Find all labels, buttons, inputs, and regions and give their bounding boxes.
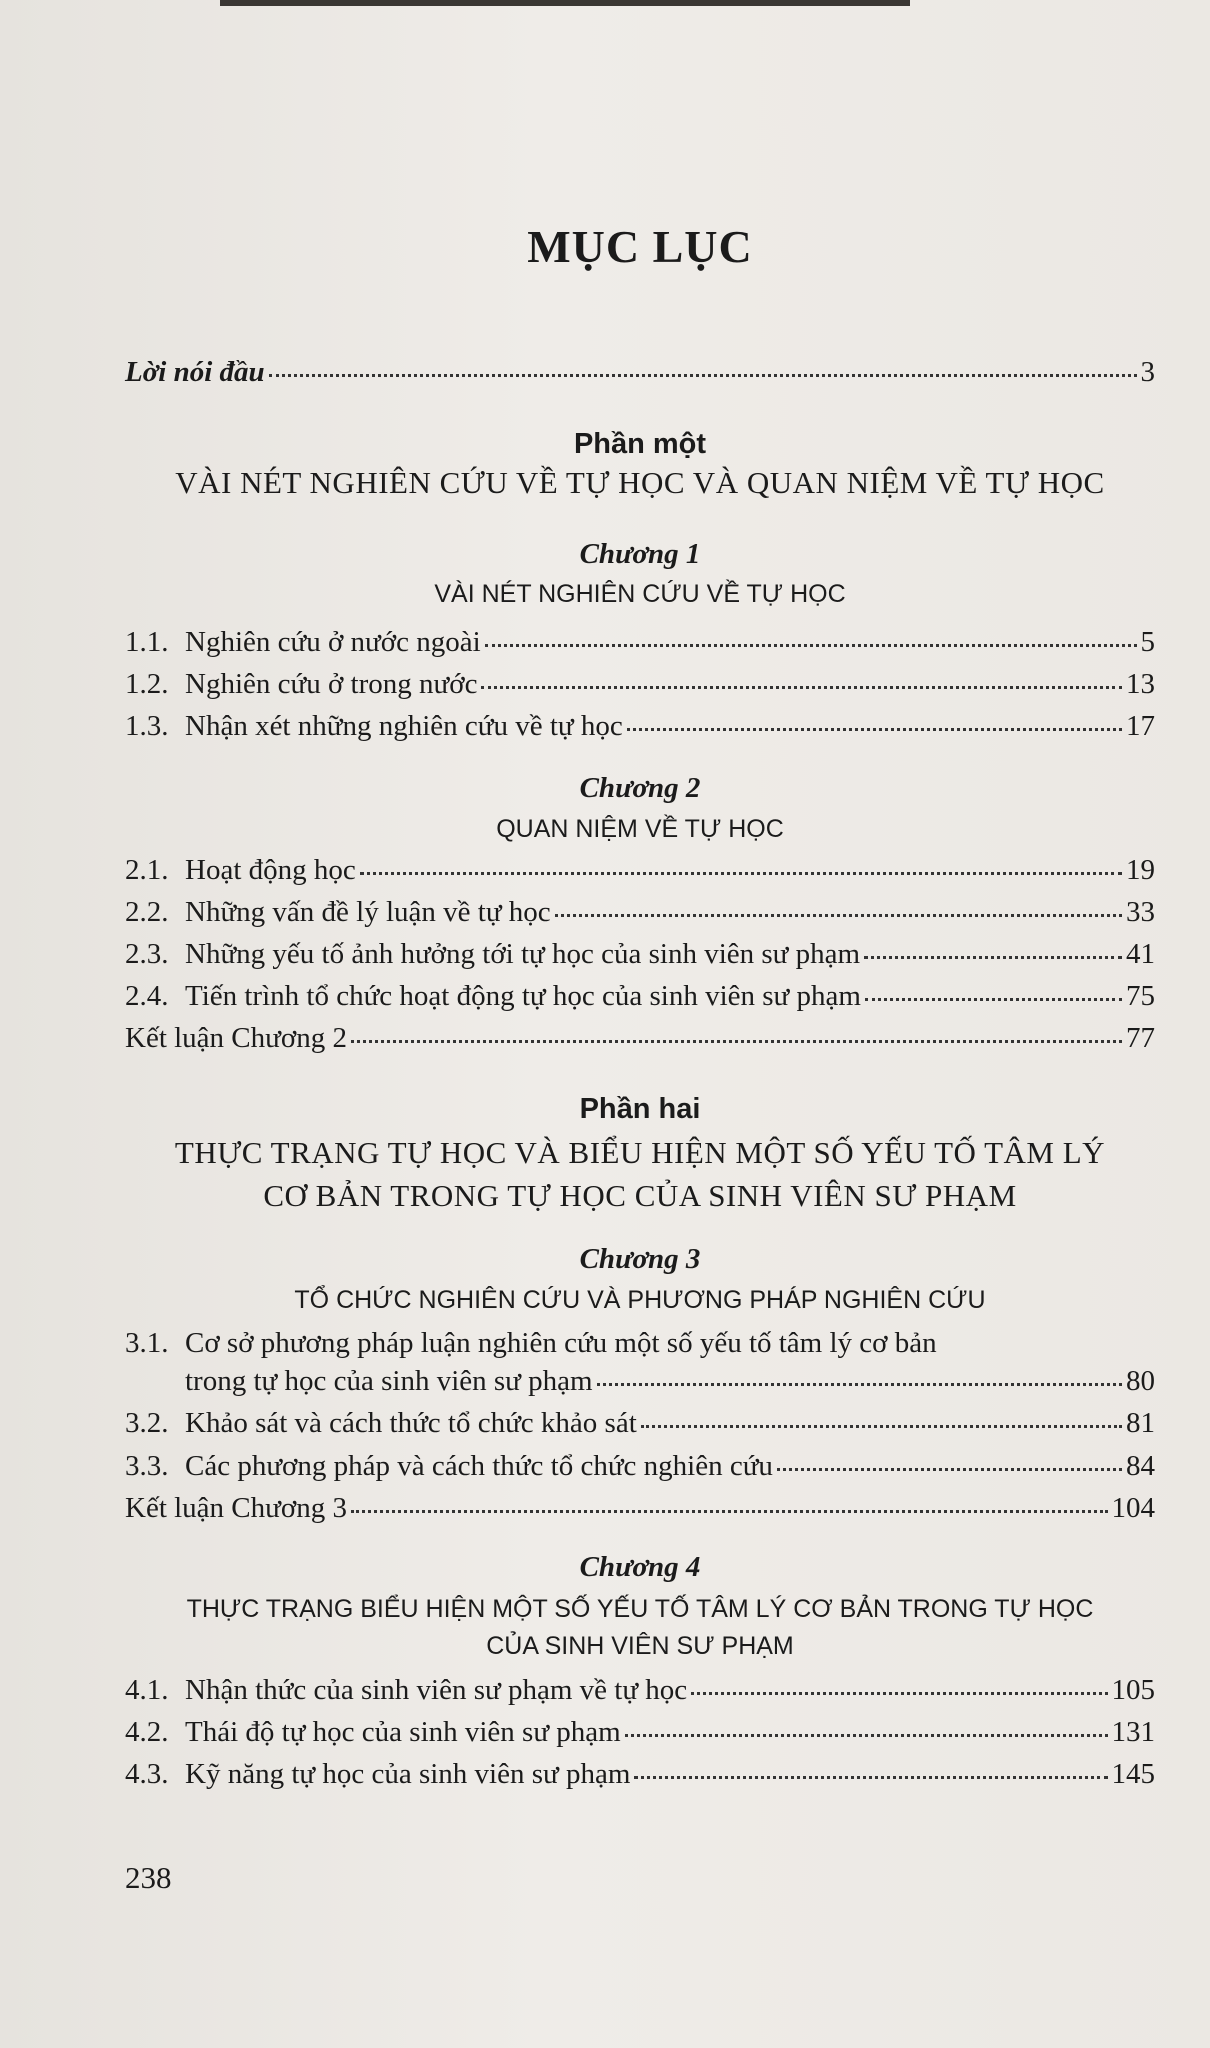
toc-entry-text: Các phương pháp và cách thức tổ chức nghiên cứu [185, 1450, 773, 1482]
leader-dots [269, 373, 1137, 377]
toc-entry-page: 5 [1140, 626, 1155, 658]
toc-entry-number: 4.3. [125, 1758, 169, 1790]
part-one-label: Phần một [573, 428, 707, 460]
toc-entry-page: 84 [1126, 1450, 1155, 1482]
toc-entry-text: Hoạt động học [185, 854, 356, 886]
toc-entry-3-1 [125, 1326, 1155, 1360]
part-two-label: Phần hai [579, 1093, 701, 1125]
toc-entry-preface [125, 355, 1155, 389]
toc-entry-3-3 [125, 1449, 1155, 1483]
leader-dots [485, 643, 1137, 647]
toc-entry-conclusion-3 [125, 1491, 1155, 1525]
chapter-2-title: QUAN NIỆM VỀ TỰ HỌC [496, 815, 784, 843]
leader-dots [351, 1509, 1108, 1513]
toc-entry-number: 2.3. [125, 938, 169, 970]
toc-entry-text: Cơ sở phương pháp luận nghiên cứu một số yếu tố tâm lý cơ bản [185, 1327, 937, 1359]
toc-entry-page: 131 [1111, 1716, 1155, 1748]
toc-entry-page: 19 [1126, 854, 1155, 886]
leader-dots [777, 1467, 1122, 1471]
toc-entry-text: trong tự học của sinh viên sư phạm [185, 1365, 593, 1397]
part-one-title: VÀI NÉT NGHIÊN CỨU VỀ TỰ HỌC VÀ QUAN NIỆM VỀ TỰ HỌC [175, 465, 1105, 500]
leader-dots [625, 1733, 1108, 1737]
toc-entry-1-2 [125, 667, 1155, 701]
toc-entry-text: Nghiên cứu ở nước ngoài [185, 626, 481, 658]
chapter-2-label: Chương 2 [579, 772, 701, 804]
toc-entry-number: 1.2. [125, 668, 169, 700]
chapter-4-label: Chương 4 [579, 1551, 701, 1583]
toc-entry-4-2 [125, 1715, 1155, 1749]
toc-entry-page: 80 [1126, 1365, 1155, 1397]
toc-entry-text: Nghiên cứu ở trong nước [185, 668, 478, 700]
toc-entry-page: 75 [1126, 980, 1155, 1012]
toc-entry-number: 1.3. [125, 710, 169, 742]
leader-dots [627, 727, 1122, 731]
toc-entry-text: Lời nói đầu [125, 356, 265, 388]
toc-entry-text: Những vấn đề lý luận về tự học [185, 896, 551, 928]
leader-dots [865, 997, 1122, 1001]
leader-dots [555, 913, 1122, 917]
toc-entry-text: Kỹ năng tự học của sinh viên sư phạm [185, 1758, 631, 1790]
toc-entry-text: Nhận thức của sinh viên sư phạm về tự học [185, 1674, 688, 1706]
toc-entry-page: 105 [1111, 1674, 1155, 1706]
leader-dots [864, 955, 1122, 959]
toc-entry-2-2 [125, 895, 1155, 929]
toc-entry-3-1-continued [185, 1364, 1155, 1398]
toc-entry-2-3 [125, 937, 1155, 971]
toc-title: MỤC LỤC [527, 221, 753, 272]
toc-entry-page: 3 [1140, 356, 1155, 388]
part-two-title-line2: CƠ BẢN TRONG TỰ HỌC CỦA SINH VIÊN SƯ PHẠM [263, 1178, 1017, 1213]
leader-dots [360, 871, 1122, 875]
leader-dots [634, 1775, 1107, 1779]
toc-entry-4-3 [125, 1757, 1155, 1791]
toc-entry-4-1 [125, 1673, 1155, 1707]
chapter-3-title: TỔ CHỨC NGHIÊN CỨU VÀ PHƯƠNG PHÁP NGHIÊN CỨU [294, 1286, 986, 1314]
toc-entry-page: 13 [1126, 668, 1155, 700]
toc-entry-text: Khảo sát và cách thức tổ chức khảo sát [185, 1407, 637, 1439]
toc-entry-number: 4.1. [125, 1674, 169, 1706]
toc-entry-text: Nhận xét những nghiên cứu về tự học [185, 710, 623, 742]
page-number: 238 [125, 1860, 172, 1895]
leader-dots [481, 685, 1122, 689]
toc-entry-text: Tiến trình tổ chức hoạt động tự học của sinh viên sư phạm [185, 980, 861, 1012]
toc-entry-text: Những yếu tố ảnh hưởng tới tự học của sinh viên sư phạm [185, 938, 861, 970]
page-top-edge [220, 0, 910, 6]
toc-entry-number: 2.4. [125, 980, 169, 1012]
toc-entry-1-1 [125, 625, 1155, 659]
toc-entry-number: 2.1. [125, 854, 169, 886]
toc-entry-number: 4.2. [125, 1716, 169, 1748]
leader-dots [597, 1383, 1122, 1386]
toc-entry-page: 33 [1126, 896, 1155, 928]
toc-entry-3-2 [125, 1406, 1155, 1440]
chapter-1-title: VÀI NÉT NGHIÊN CỨU VỀ TỰ HỌC [434, 580, 846, 608]
toc-entry-1-3 [125, 709, 1155, 743]
leader-dots [691, 1691, 1107, 1695]
toc-entry-text: Kết luận Chương 2 [125, 1022, 347, 1054]
chapter-3-label: Chương 3 [579, 1243, 701, 1275]
toc-entry-number: 3.1. [125, 1327, 169, 1359]
leader-dots [351, 1039, 1122, 1043]
toc-entry-conclusion-2 [125, 1021, 1155, 1055]
chapter-4-title-line2: CỦA SINH VIÊN SƯ PHẠM [486, 1632, 794, 1660]
chapter-4-title-line1: THỰC TRẠNG BIỂU HIỆN MỘT SỐ YẾU TỐ TÂM LÝ CƠ BẢN TRONG TỰ HỌC [186, 1595, 1094, 1623]
chapter-1-label: Chương 1 [579, 538, 701, 570]
toc-entry-page: 41 [1126, 938, 1155, 970]
toc-entry-number: 3.2. [125, 1407, 169, 1439]
part-two-title-line1: THỰC TRẠNG TỰ HỌC VÀ BIỂU HIỆN MỘT SỐ YẾU TỐ TÂM LÝ [174, 1135, 1106, 1170]
toc-entry-page: 81 [1126, 1407, 1155, 1439]
toc-entry-number: 3.3. [125, 1450, 169, 1482]
toc-entry-2-1 [125, 853, 1155, 887]
toc-entry-number: 2.2. [125, 896, 169, 928]
leader-dots [641, 1424, 1122, 1428]
toc-entry-page: 145 [1111, 1758, 1155, 1790]
toc-entry-text: Thái độ tự học của sinh viên sư phạm [185, 1716, 621, 1748]
toc-entry-2-4 [125, 979, 1155, 1013]
toc-entry-text: Kết luận Chương 3 [125, 1492, 347, 1524]
toc-entry-page: 17 [1126, 710, 1155, 742]
toc-entry-page: 104 [1111, 1492, 1155, 1524]
toc-entry-number: 1.1. [125, 626, 169, 658]
toc-entry-page: 77 [1126, 1022, 1155, 1054]
